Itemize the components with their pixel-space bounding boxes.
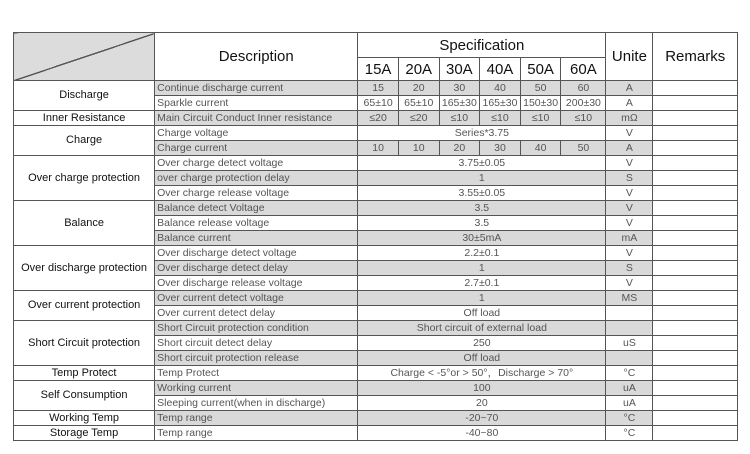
row-desc: Balance current <box>155 231 358 246</box>
group-label: Working Temp <box>14 411 155 426</box>
row-remarks <box>653 186 738 201</box>
row-unit: V <box>606 126 653 141</box>
row-value: 165±30 <box>480 96 521 111</box>
row-desc: Working current <box>155 381 358 396</box>
row-unit: uA <box>606 381 653 396</box>
row-desc: Sparkle current <box>155 96 358 111</box>
row-unit: uS <box>606 336 653 351</box>
table-row <box>14 426 738 441</box>
row-desc: Temp range <box>155 426 358 441</box>
row-remarks <box>653 231 738 246</box>
row-desc: Main Circuit Conduct Inner resistance <box>155 111 358 126</box>
row-unit: °C <box>606 426 653 441</box>
row-value: ≤10 <box>439 111 480 126</box>
table-row <box>14 411 738 426</box>
row-remarks <box>653 411 738 426</box>
header-unit: Unite <box>606 33 653 81</box>
table-row <box>14 291 738 306</box>
table-row <box>14 381 738 396</box>
group-label: Storage Temp <box>14 426 155 441</box>
header-current-30a: 30A <box>439 58 480 81</box>
row-remarks <box>653 201 738 216</box>
table-row <box>14 246 738 261</box>
table-row <box>14 366 738 381</box>
group-label: Over charge protection <box>14 156 155 201</box>
row-value: ≤10 <box>480 111 521 126</box>
row-desc: Over discharge detect delay <box>155 261 358 276</box>
row-value: 10 <box>398 141 439 156</box>
row-unit: °C <box>606 411 653 426</box>
row-remarks <box>653 381 738 396</box>
row-desc: Over charge detect voltage <box>155 156 358 171</box>
row-desc: Charge current <box>155 141 358 156</box>
row-remarks <box>653 306 738 321</box>
header-current-15a: 15A <box>358 58 399 81</box>
row-value: 200±30 <box>561 96 606 111</box>
row-unit: V <box>606 156 653 171</box>
row-value: ≤20 <box>398 111 439 126</box>
row-remarks <box>653 336 738 351</box>
row-remarks <box>653 276 738 291</box>
row-value: ≤10 <box>561 111 606 126</box>
row-value: Off load <box>358 306 606 321</box>
row-desc: Temp Protect <box>155 366 358 381</box>
row-remarks <box>653 246 738 261</box>
header-corner-cell <box>14 33 155 81</box>
group-label: Over current protection <box>14 291 155 321</box>
row-value: 15 <box>358 81 399 96</box>
table-row <box>14 81 738 96</box>
row-value: -40~80 <box>358 426 606 441</box>
group-label: Self Consumption <box>14 381 155 411</box>
group-label: Balance <box>14 201 155 246</box>
row-value: 40 <box>480 81 521 96</box>
table-row <box>14 321 738 336</box>
group-label: Discharge <box>14 81 155 111</box>
row-unit: A <box>606 96 653 111</box>
row-value: ≤10 <box>520 111 561 126</box>
row-unit: A <box>606 81 653 96</box>
row-value: Series*3.75 <box>358 126 606 141</box>
group-label: Inner Resistance <box>14 111 155 126</box>
row-desc: Over discharge release voltage <box>155 276 358 291</box>
row-desc: Charge voltage <box>155 126 358 141</box>
row-remarks <box>653 156 738 171</box>
row-desc: Short circuit protection release <box>155 351 358 366</box>
row-unit: A <box>606 141 653 156</box>
header-description: Description <box>155 33 358 81</box>
header-current-20a: 20A <box>398 58 439 81</box>
row-remarks <box>653 141 738 156</box>
row-value: 65±10 <box>398 96 439 111</box>
row-desc: Over current detect voltage <box>155 291 358 306</box>
row-remarks <box>653 111 738 126</box>
group-label: Short Circuit protection <box>14 321 155 366</box>
group-label: Temp Protect <box>14 366 155 381</box>
row-unit: S <box>606 171 653 186</box>
row-value: 3.5 <box>358 216 606 231</box>
group-label: Charge <box>14 126 155 156</box>
row-unit: V <box>606 201 653 216</box>
row-value: 3.5 <box>358 201 606 216</box>
row-value: 20 <box>358 396 606 411</box>
row-value: 165±30 <box>439 96 480 111</box>
row-desc: Temp range <box>155 411 358 426</box>
row-value: 1 <box>358 291 606 306</box>
row-value: 2.7±0.1 <box>358 276 606 291</box>
header-current-50a: 50A <box>520 58 561 81</box>
row-value: 20 <box>439 141 480 156</box>
row-desc: Balance release voltage <box>155 216 358 231</box>
row-unit: MS <box>606 291 653 306</box>
row-unit: °C <box>606 366 653 381</box>
row-value: Short circuit of external load <box>358 321 606 336</box>
row-unit: S <box>606 261 653 276</box>
row-value: 250 <box>358 336 606 351</box>
row-unit <box>606 306 653 321</box>
row-unit: uA <box>606 396 653 411</box>
row-remarks <box>653 171 738 186</box>
row-value: Charge < -5°or > 50°，Discharge > 70° <box>358 366 606 381</box>
row-remarks <box>653 96 738 111</box>
row-value: ≤20 <box>358 111 399 126</box>
row-desc: Sleeping current(when in discharge) <box>155 396 358 411</box>
row-value: 1 <box>358 261 606 276</box>
table-row <box>14 156 738 171</box>
header-current-40a: 40A <box>480 58 521 81</box>
row-unit: V <box>606 186 653 201</box>
row-value: 3.75±0.05 <box>358 156 606 171</box>
row-value: 100 <box>358 381 606 396</box>
row-remarks <box>653 216 738 231</box>
table-row <box>14 111 738 126</box>
header-remarks: Remarks <box>653 33 738 81</box>
row-remarks <box>653 81 738 96</box>
table-row <box>14 126 738 141</box>
row-unit <box>606 321 653 336</box>
row-unit: mA <box>606 231 653 246</box>
header-specification: Specification <box>358 33 606 58</box>
row-unit: mΩ <box>606 111 653 126</box>
row-value: Off load <box>358 351 606 366</box>
row-remarks <box>653 261 738 276</box>
row-desc: Balance detect Voltage <box>155 201 358 216</box>
row-remarks <box>653 426 738 441</box>
row-value: 50 <box>561 141 606 156</box>
row-unit: V <box>606 246 653 261</box>
row-remarks <box>653 351 738 366</box>
row-unit: V <box>606 216 653 231</box>
row-desc: Over current detect delay <box>155 306 358 321</box>
row-desc: Over charge release voltage <box>155 186 358 201</box>
group-label: Over discharge protection <box>14 246 155 291</box>
row-value: 150±30 <box>520 96 561 111</box>
row-value: 30 <box>439 81 480 96</box>
row-value: 30 <box>480 141 521 156</box>
row-value: 30±5mA <box>358 231 606 246</box>
row-value: 65±10 <box>358 96 399 111</box>
row-value: 50 <box>520 81 561 96</box>
row-value: 2.2±0.1 <box>358 246 606 261</box>
row-value: 60 <box>561 81 606 96</box>
row-desc: Continue discharge current <box>155 81 358 96</box>
row-unit: V <box>606 276 653 291</box>
row-remarks <box>653 321 738 336</box>
row-remarks <box>653 396 738 411</box>
row-remarks <box>653 291 738 306</box>
spec-table <box>13 32 738 441</box>
row-value: 10 <box>358 141 399 156</box>
row-desc: Short circuit detect delay <box>155 336 358 351</box>
row-remarks <box>653 126 738 141</box>
row-value: -20~70 <box>358 411 606 426</box>
row-remarks <box>653 366 738 381</box>
row-desc: over charge protection delay <box>155 171 358 186</box>
row-value: 3.55±0.05 <box>358 186 606 201</box>
header-current-60a: 60A <box>561 58 606 81</box>
row-desc: Over discharge detect voltage <box>155 246 358 261</box>
row-desc: Short Circuit protection condition <box>155 321 358 336</box>
row-value: 20 <box>398 81 439 96</box>
table-row <box>14 201 738 216</box>
row-value: 40 <box>520 141 561 156</box>
row-unit <box>606 351 653 366</box>
row-value: 1 <box>358 171 606 186</box>
